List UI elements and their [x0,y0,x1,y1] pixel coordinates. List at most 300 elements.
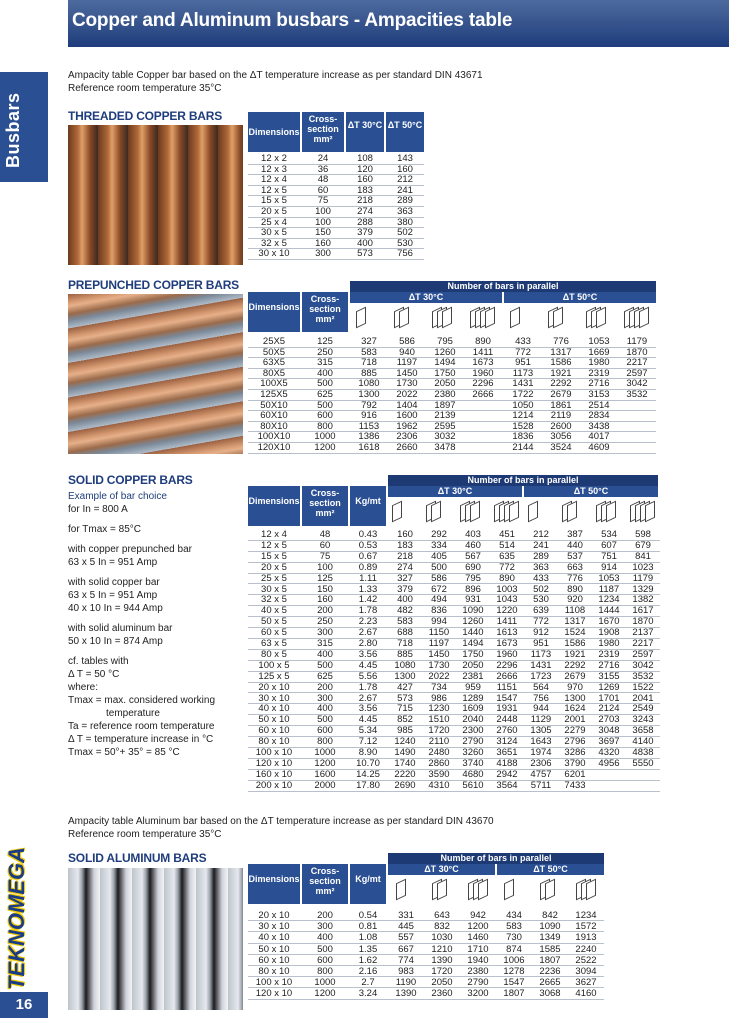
table-cell: 3532 [626,389,648,400]
table-cell: 890 [499,572,515,584]
table-cell: 3042 [632,659,654,671]
table-cell: 500 [431,561,447,573]
table-cell: 625 [317,389,333,400]
table-cell: 598 [635,529,651,540]
table-cell: 60 [319,539,331,551]
table-cell: 30 x 5 [261,583,287,595]
note-ta-def: Ta = reference room temperature [68,721,215,732]
table-cell: 3042 [626,378,648,390]
table-cell: 2240 [575,943,597,955]
table-cell: 2716 [588,378,610,390]
table-cell: 3.24 [358,988,378,1000]
table-cell: 530 [397,237,413,249]
table-cell: 327 [397,572,413,584]
table-cell: 2834 [588,410,610,422]
table-cell: 986 [431,692,447,704]
table-cell: 100 x 5 [258,659,290,671]
table-cell: 363 [533,561,549,573]
table-cell: 1962 [396,420,418,432]
table-cell: 573 [357,248,373,260]
table-cell: 1382 [632,594,654,606]
aluminum-bars-photo [68,868,243,1010]
table-cell: 776 [553,336,569,347]
solid-aluminum-table [248,853,608,1001]
cross-section-header: Cross- section mm² [302,112,344,152]
table-cell: 433 [515,336,531,347]
table-cell: 300 [315,248,331,260]
table-cell: 40 x 10 [258,703,290,715]
table-cell: 50 x 5 [261,616,287,628]
table-cell: 150 [315,227,331,239]
bars-3-icon [460,503,487,521]
bars-2-icon [562,503,584,521]
bars-2-icon [540,881,562,899]
table-cell: 567 [465,550,481,562]
bars-3-icon [468,881,495,899]
table-cell: 3532 [632,670,654,682]
table-cell: 482 [397,605,413,617]
table-cell: 1750 [434,367,456,379]
table-cell: 2296 [472,378,494,390]
bars-2-icon [394,309,416,327]
table-cell: 1230 [428,703,450,715]
dt50-header: ΔT 50°C [386,112,424,152]
table-cell: 150 [317,583,333,595]
table-cell: 1080 [394,659,416,671]
table-cell: 327 [361,336,377,347]
table-row [248,921,604,932]
table-cell: 60X10 [260,410,288,422]
table-cell: 5550 [632,757,654,769]
table-cell: 405 [431,550,447,562]
table-cell: 1643 [530,736,552,748]
table-cell: 75 [317,195,329,207]
table-cell: 2790 [467,977,489,989]
table-cell: 2381 [462,670,484,682]
table-cell: 1173 [512,367,534,379]
table-cell: 2050 [462,659,484,671]
table-cell: 3200 [467,988,489,1000]
table-cell: 2.67 [358,627,378,639]
table-cell: 842 [542,910,558,921]
table-cell: 573 [397,692,413,704]
bars-4-icon [630,503,662,521]
table-cell: 3564 [496,779,518,791]
note-with-prepunched: with copper prepunched bar [68,544,192,555]
table-cell: 1080 [358,378,380,390]
table-cell: 1494 [462,638,484,649]
table-cell: 8.90 [358,747,378,758]
table-cell: 30 x 10 [258,692,290,704]
table-cell: 1960 [472,367,494,379]
bars-3-icon [586,309,613,327]
table-cell: 63X5 [262,357,286,369]
table-cell: 959 [465,681,481,693]
table-cell: 80X5 [262,367,286,379]
table-cell: 241 [533,539,549,551]
table-cell: 1720 [431,966,453,977]
note-example: Example of bar choice [68,491,167,502]
bar-icon-segment [509,501,519,523]
bars-4-icon [470,309,502,327]
table-cell: 2220 [394,768,416,780]
table-cell: 2000 [314,779,336,791]
bar-icon-segment [356,307,366,329]
dt30-header: ΔT 30°C [350,292,502,303]
table-cell: 1289 [462,692,484,704]
table-cell: 125X5 [260,389,288,400]
bar-icon-segment [396,879,406,901]
table-cell: 672 [431,583,447,595]
table-cell: 4.45 [358,659,378,671]
table-cell: 100X5 [260,378,288,390]
table-cell: 60 x 10 [258,725,290,737]
table-cell: 292 [431,529,447,540]
table-cell: 15 x 5 [261,195,287,207]
table-cell: 120X10 [257,442,291,453]
table-cell: 460 [465,539,481,551]
table-cell: 1609 [462,703,484,715]
table-cell: 1050 [512,399,534,411]
table-cell: 1200 [314,442,336,453]
table-cell: 1730 [396,378,418,390]
table-cell: 3153 [588,389,610,400]
table-row [248,770,660,781]
table-cell: 1490 [394,747,416,758]
table-cell: 160 [315,237,331,249]
table-cell: 874 [506,943,522,955]
table-cell: 1153 [358,420,380,432]
table-cell: 289 [533,550,549,562]
table-cell: 143 [397,153,413,164]
table-cell: 315 [317,357,333,369]
table-cell: 433 [533,572,549,584]
bars-3-icon [596,503,623,521]
dt30-header: ΔT 30°C [388,864,495,875]
table-cell: 100X10 [257,431,291,443]
table-cell: 1030 [431,932,453,944]
table-cell: 12 x 2 [261,153,287,164]
note-prepunched-val: 63 x 5 In = 951 Amp [68,557,158,568]
table-cell: 3627 [575,977,597,989]
bars-1-icon [392,503,409,521]
table-cell: 218 [357,195,373,207]
prepunched-table [248,281,658,459]
table-cell: 1200 [314,988,336,1000]
table-cell: 1670 [598,616,620,628]
table-cell: 10.70 [356,757,380,769]
table-cell: 0.54 [358,910,378,921]
table-cell: 1329 [632,583,654,595]
table-cell: 643 [434,910,450,921]
table-cell: 500 [317,943,333,955]
table-cell: 2514 [588,399,610,411]
table-cell: 730 [506,932,522,944]
table-cell: 1586 [564,638,586,649]
table-cell: 2679 [550,389,572,400]
table-cell: 120 x 10 [255,757,293,769]
table-cell: 502 [397,227,413,239]
bar-icon-segment [553,307,563,329]
table-cell: 1669 [588,346,610,358]
table-cell: 772 [499,561,515,573]
table-row [248,966,604,977]
note-tmax-def2: temperature [106,708,160,719]
table-cell: 500 [317,714,333,726]
table-cell: 931 [465,594,481,606]
table-cell: 1710 [467,943,489,955]
copper-intro [68,69,483,95]
table-row [248,759,660,770]
table-cell: 1.78 [358,681,378,693]
table-cell: 1240 [394,736,416,748]
table-cell: 2660 [396,442,418,453]
table-row [248,443,656,454]
table-cell: 3697 [598,736,620,748]
table-cell: 1278 [503,966,525,977]
table-cell: 667 [398,943,414,955]
prepunched-copper-photo [68,294,243,454]
table-cell: 2.67 [358,692,378,704]
table-cell: 772 [533,616,549,628]
table-cell: 1.11 [359,572,377,584]
table-cell: 5.56 [358,670,378,682]
table-cell: 2022 [396,389,418,400]
prepunched-title: PREPUNCHED COPPER BARS [68,278,239,292]
bar-choice-notes [68,490,248,759]
dt50-header: ΔT 50°C [504,292,656,303]
table-cell: 1931 [496,703,518,715]
table-cell: 2.7 [361,977,375,989]
table-cell: 40 x 10 [258,932,290,944]
table-cell: 1600 [314,768,336,780]
table-row [248,552,660,563]
table-cell: 1179 [626,336,648,347]
table-cell: 4310 [428,779,450,791]
table-cell: 2665 [539,977,561,989]
table-row [248,944,604,955]
table-cell: 2690 [394,779,416,791]
note-dt-val: Δ T = 50 °C [68,669,120,680]
table-cell: 718 [397,638,413,649]
table-cell: 50X10 [260,399,288,411]
table-cell: 3048 [598,725,620,737]
table-cell: 12 x 3 [261,163,287,175]
table-cell: 2139 [434,410,456,422]
threaded-copper-photo [68,125,243,265]
table-cell: 985 [397,725,413,737]
table-cell: 331 [398,910,414,921]
table-cell: 2.80 [358,638,378,649]
table-cell: 635 [499,550,515,562]
table-cell: 32 x 5 [261,237,287,249]
table-cell: 1673 [496,638,518,649]
table-cell: 1.33 [358,583,378,595]
note-cf-tables: cf. tables with [68,656,129,667]
parallel-header: Number of bars in parallel [388,475,658,486]
note-for-tmax: for Tmax = 85°C [68,524,142,535]
table-cell: 1305 [530,725,552,737]
table-cell: 1974 [530,747,552,758]
table-cell: 379 [397,583,413,595]
table-cell: 1269 [598,681,620,693]
table-cell: 2716 [598,659,620,671]
table-cell: 800 [317,966,333,977]
table-cell: 1386 [358,431,380,443]
table-cell: 795 [465,572,481,584]
table-cell: 2110 [428,736,450,748]
table-cell: 2217 [632,638,654,649]
table-cell: 2040 [462,714,484,726]
table-cell: 841 [635,550,651,562]
table-cell: 0.89 [358,561,378,573]
table-cell: 274 [397,561,413,573]
table-cell: 48 [319,529,331,540]
table-cell: 4188 [496,757,518,769]
table-cell: 250 [317,346,333,358]
table-cell: 3438 [588,420,610,432]
dt50-header: ΔT 50°C [497,864,604,875]
table-cell: 1673 [472,357,494,369]
table-cell: 5711 [530,779,552,791]
table-cell: 12 x 4 [261,174,287,186]
table-cell: 60 x 10 [258,954,290,966]
cross-section-header: Cross- section mm² [302,864,348,904]
table-row [248,988,604,999]
table-cell: 1836 [512,431,534,443]
table-cell: 274 [357,206,373,217]
table-cell: 241 [397,184,413,196]
table-cell: 1431 [530,659,552,671]
table-cell: 2292 [550,378,572,390]
note-solid-val2: 40 x 10 In = 944 Amp [68,603,163,614]
table-cell: 2666 [496,670,518,682]
table-row [248,249,424,260]
table-cell: 2300 [462,725,484,737]
table-cell: 100 x 10 [255,747,293,758]
table-cell: 1.78 [358,605,378,617]
table-cell: 183 [397,539,413,551]
table-cell: 183 [357,184,373,196]
table-cell: 1617 [632,605,654,617]
table-cell: 4017 [588,431,610,443]
table-cell: 2306 [530,757,552,769]
table-cell: 1450 [396,367,418,379]
table-cell: 30 x 10 [258,248,290,260]
table-cell: 1404 [396,399,418,411]
table-cell: 3286 [564,747,586,758]
table-cell: 1730 [428,659,450,671]
table-cell: 756 [397,248,413,260]
table-cell: 852 [397,714,413,726]
table-cell: 800 [317,420,333,432]
table-row [248,154,424,165]
dt30-header: ΔT 30°C [346,112,384,152]
table-row [248,955,604,966]
table-cell: 100 [315,216,331,228]
table-cell: 25 x 5 [261,572,287,584]
table-cell: 1528 [512,420,534,432]
table-cell: 600 [317,410,333,422]
note-where: where: [68,682,99,693]
table-cell: 1200 [314,757,336,769]
table-cell: 40 x 5 [261,605,287,617]
solid-copper-title: SOLID COPPER BARS [68,473,193,487]
table-cell: 1431 [512,378,534,390]
table-row [248,977,604,988]
table-cell: 20 x 5 [261,561,287,573]
table-cell: 50 x 10 [258,943,290,955]
table-cell: 756 [533,692,549,704]
table-cell: 502 [533,583,549,595]
table-cell: 2041 [632,692,654,704]
table-cell: 48 [317,174,329,186]
table-cell: 1980 [588,357,610,369]
table-cell: 1440 [462,627,484,639]
table-cell: 914 [601,561,617,573]
parallel-header: Number of bars in parallel [388,853,604,864]
table-cell: 1940 [467,954,489,966]
bar-icon-segment [586,879,596,901]
table-cell: 2.23 [358,616,378,628]
table-cell: 1197 [428,638,450,649]
table-row [248,672,660,683]
aluminum-intro [68,815,494,841]
table-cell: 607 [601,539,617,551]
table-cell: 537 [567,550,583,562]
table-cell: 50 x 10 [258,714,290,726]
table-cell: 125 x 5 [258,670,290,682]
brand-logo: TEKNOMEGA [4,847,29,990]
table-cell: 2119 [550,410,572,422]
table-cell: 1861 [550,399,572,411]
table-cell: 1870 [626,346,648,358]
bar-icon-segment [639,307,649,329]
bar-icon-segment [567,501,577,523]
table-cell: 1151 [496,681,518,693]
table-cell: 12 x 4 [261,529,287,540]
table-cell: 890 [567,583,583,595]
table-cell: 2144 [512,442,534,453]
threaded-table [248,112,428,264]
table-cell: 4757 [530,768,552,780]
table-cell: 2292 [564,659,586,671]
table-cell: 896 [465,583,481,595]
table-cell: 494 [431,594,447,606]
table-row [248,683,660,694]
table-cell: 3068 [539,988,561,1000]
table-cell: 387 [567,529,583,540]
table-cell: 120 x 10 [255,988,293,1000]
table-cell: 250 [317,616,333,628]
table-cell: 1300 [564,692,586,704]
table-cell: 125 [317,336,333,347]
table-row [248,541,660,552]
dimensions-header: Dimensions [248,292,300,332]
table-cell: 734 [431,681,447,693]
table-cell: 1450 [428,648,450,660]
table-row [248,390,656,401]
table-cell: 3590 [428,768,450,780]
table-cell: 100 x 10 [255,977,293,989]
table-cell: 583 [506,921,522,933]
table-row [248,563,660,574]
table-cell: 1043 [496,594,518,606]
table-cell: 1586 [550,357,572,369]
note-for-in: for In = 800 A [68,504,128,515]
kgmt-header: Kg/mt [350,864,386,904]
table-cell: 2760 [496,725,518,737]
